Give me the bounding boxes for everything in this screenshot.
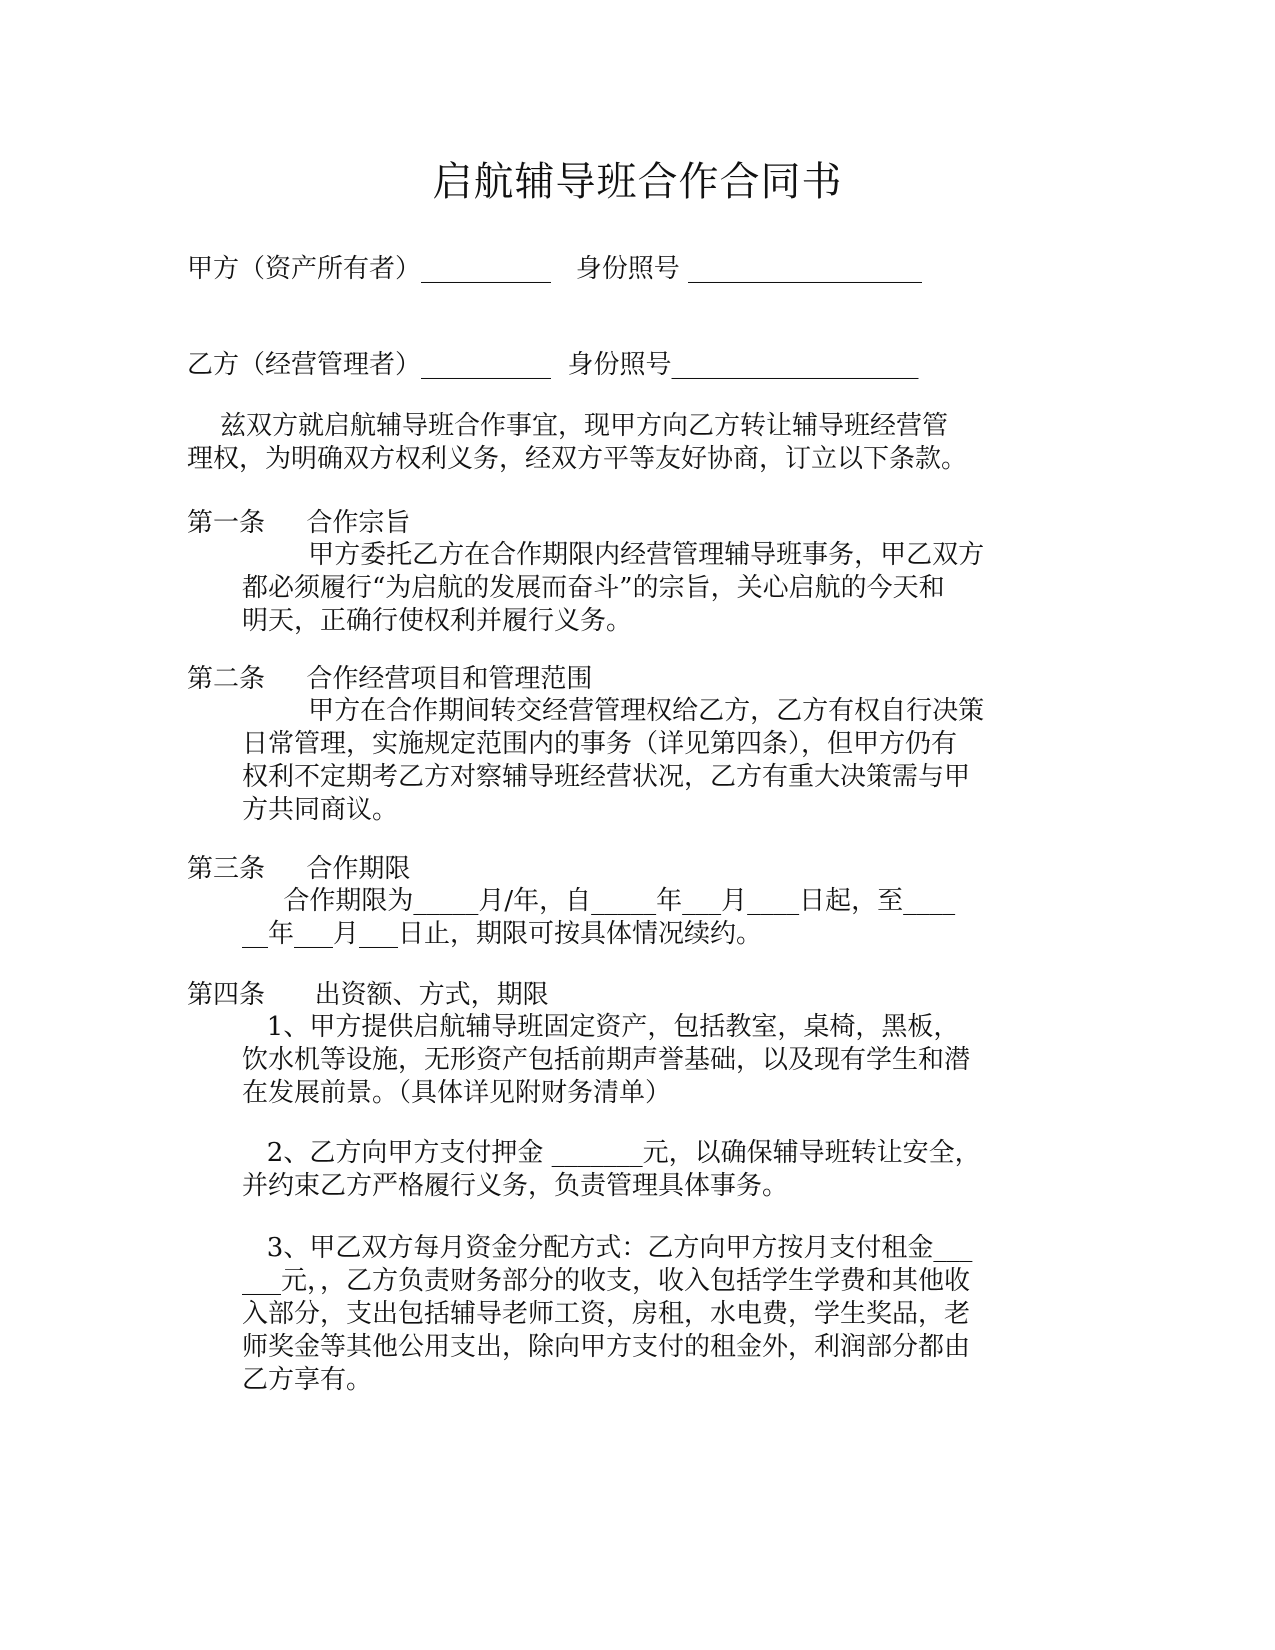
article2-heading: 第二条 合作经营项目和管理范围: [187, 664, 593, 694]
party-a-line: 甲方（资产所有者）__________ 身份照号 __________________: [187, 254, 923, 284]
article4-item3-line: ___元，，乙方负责财务部分的收支，收入包括学生学费和其他收: [242, 1266, 971, 1296]
article4-item2: [242, 1137, 981, 1203]
article1-line: 都必须履行“为启航的发展而奋斗”的宗旨，关心启航的今天和: [242, 573, 945, 603]
article4-item3: [242, 1232, 972, 1397]
article3-line: 合作期限为_____月/年，自_____年___月____日起，至____: [242, 886, 956, 916]
article1-line: 甲方委托乙方在合作期限内经营管理辅导班事务，甲乙双方: [242, 540, 985, 570]
article2-body: [242, 695, 984, 827]
article3-line: __年___月___日止，期限可按具体情况续约。: [242, 919, 763, 949]
article2-line: 权利不定期考乙方对察辅导班经营状况，乙方有重大决策需与甲: [242, 762, 971, 792]
article4-item3-line: 3、甲乙双方每月资金分配方式：乙方向甲方按月支付租金___: [242, 1233, 973, 1263]
article2-line: 方共同商议。: [242, 795, 399, 825]
article1-body: [242, 539, 984, 638]
article1-heading: 第一条 合作宗旨: [187, 508, 411, 538]
article4-item1-line: 饮水机等设施，无形资产包括前期声誉基础，以及现有学生和潜: [242, 1045, 971, 1075]
article4-heading: 第四条 出资额、方式，期限: [187, 980, 549, 1010]
article4-item1-line: 在发展前景。（具体详见附财务清单）: [242, 1078, 672, 1108]
article4-item3-line: 乙方享有。: [242, 1365, 373, 1395]
article4-item3-line: 入部分，支出包括辅导老师工资，房租，水电费，学生奖品，老: [242, 1299, 971, 1329]
intro-paragraph: [187, 410, 967, 476]
article3-body: [242, 885, 955, 951]
article2-line: 甲方在合作期间转交经营管理权给乙方，乙方有权自行决策: [242, 696, 985, 726]
intro-line: 理权，为明确双方权利义务，经双方平等友好协商，订立以下条款。: [187, 444, 968, 474]
article4-item2-line: 2、乙方向甲方支付押金 _______元，以确保辅导班转让安全，: [242, 1138, 981, 1168]
party-b-line: 乙方（经营管理者）__________ 身份照号___________________: [187, 350, 919, 380]
document-title: 启航辅导班合作合同书: [432, 159, 843, 205]
intro-line: 兹双方就启航辅导班合作事宜，现甲方向乙方转让辅导班经营管: [187, 411, 949, 441]
article4-item1-line: 1、甲方提供启航辅导班固定资产，包括教室，桌椅，黑板，: [242, 1012, 960, 1042]
article4-item1: [242, 1011, 970, 1110]
article4-item2-line: 并约束乙方严格履行义务，负责管理具体事务。: [242, 1171, 789, 1201]
article3-heading: 第三条 合作期限: [187, 854, 411, 884]
article2-line: 日常管理，实施规定范围内的事务（详见第四条），但甲方仍有: [242, 729, 958, 759]
article4-item3-line: 师奖金等其他公用支出，除向甲方支付的租金外，利润部分都由: [242, 1332, 971, 1362]
article1-line: 明天，正确行使权利并履行义务。: [242, 606, 633, 636]
